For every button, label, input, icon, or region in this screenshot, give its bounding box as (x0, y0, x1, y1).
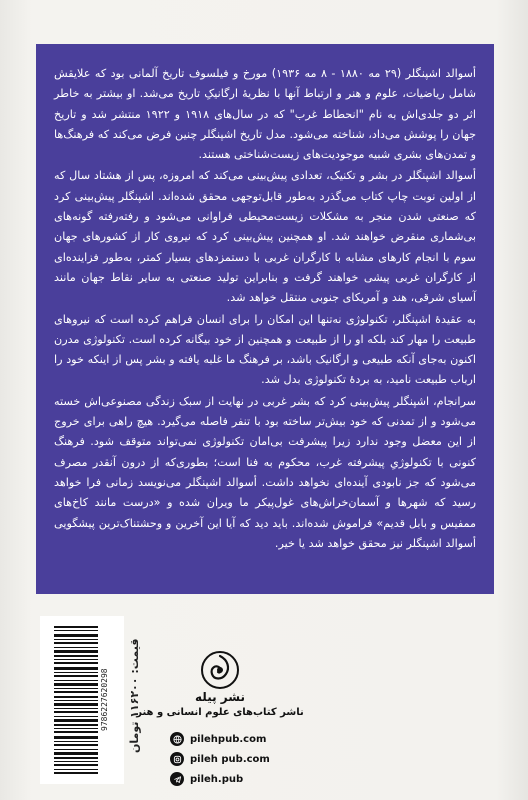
website-link[interactable] (170, 730, 310, 748)
publisher-name: نشر پیله (195, 690, 245, 704)
telegram-icon (170, 772, 184, 786)
telegram-link[interactable] (170, 770, 310, 788)
blurb-paragraph-1: أسوالد اشپنگلر (۲۹ مه ۱۸۸۰ - ۸ مه ۱۹۳۶) مورخ و فیلسوف تاریخ آلمانی بود که علایقش شامل ریاضیات، علوم و هنر و ارتباط آنها با نظریهٔ ارگانیکِ تاریخ می‌شد. او بیشتر به خاطر اثر دو جلدی‌اش به نام "انحطاط غرب" که در سال‌های ۱۹۱۸ و ۱۹۲۲ منتشر شد و تاریخ جهان را پوشش می‌داد، شناخته می‌شود. مدل تاریخ اشپنگلر چنین فرض می‌کند که فرهنگ‌ها و تمدن‌های بشری شبیه موجودیت‌های زیست‌شناختی هستند. (54, 67, 477, 162)
publisher-tagline: ناشر کتاب‌های علوم انسانی و هنر (136, 707, 304, 718)
website-text: pilehpub.com (190, 733, 267, 745)
barcode-icon (54, 626, 98, 774)
instagram-icon (170, 752, 184, 766)
price-label: قیمت: (128, 638, 141, 674)
instagram-link[interactable] (170, 750, 310, 768)
blurb-paragraph-3: به عقیدهٔ اشپنگلر، تکنولوژی نه‌تنها این امکان را برای انسان فراهم کرده است که نیروهای طبیعت را مهار کند بلکه او را از طبیعت و همچنین از خود بیگانه کرده است. تکنولوژی مدرن اکنون به‌جای آنکه طبیعی و ارگانیک باشد، بر فرهنگ ما غلبه یافته و بشر پس از اینکه خود را ارباب طبیعت نامید، به بردهٔ تکنولوژی بدل شد. (54, 312, 476, 387)
blurb-paragraph-2: أسوالد اشپنگلر در بشر و تکنیک، تعدادی پیش‌بینی می‌کند که امروزه، پس از هشتاد سال که از اولین نوبت چاپ کتاب می‌گذرد به‌طور قابل‌توجهی محقق شده‌اند. اشپنگلر پیش‌بینی کرد که صنعتی شدن منجر به مشکلات زیست‌محیطی فراوانی می‌شود و رفته‌رفته گونه‌های بی‌شماری منقرض خواهند شد. او همچنین پیش‌بینی کرد که نیروی کار از کشورهای جهان سوم با انجام کارهای مشابه با کارگران غربی با دستمزدهای بسیار کمتر، به‌طور فزاینده‌ای از کارگران غربی پیشی خواهند گرفت و بنابراین تولید صنعتی به سایر نقاط جهان مانند آسیای شرقی، هند و آمریکای جنوبی منتقل خواهد شد. (54, 169, 476, 305)
instagram-text: pileh pub.com (190, 753, 270, 765)
telegram-text: pileh.pub (190, 773, 244, 785)
globe-icon (170, 732, 184, 746)
blurb-paragraph-4: سرانجام، اشپنگلر پیش‌بینی کرد که بشر غربی در نهایت از سبک زندگی مصنوعی‌اش خسته می‌شود و از تمدنی که خود بیش‌تر ساخته بود با تنفر فاصله می‌گیرد. هیچ راهی برای خروج از این معضل وجود ندارد زیرا پیشرفت بی‌امان تکنولوژی نمی‌تواند متوقف شود. فرهنگ کنونی با تکنولوژیِ پیشرفته غرب، محکوم به فنا است؛ بطوری‌که از درون آنقدر مصرف می‌شود که جز نابودی آینده‌ای نخواهد داشت. أسوالد اشپنگلر می‌نویسد زمانی فرا خواهد رسید که شهرها و آسمان‌خراش‌های غول‌پیکر ما ویران شده و «درست مانند کاخ‌های ممفیس و بابل قدیم» فراموش شده‌اند. باید دید که آیا این آخرین و وحشتناک‌ترین پیشگویی أسوالد اشپنگلر نیز محقق خواهد شد یا خیر. (54, 394, 476, 550)
barcode-block (40, 616, 124, 784)
publisher-logo-icon (200, 650, 240, 690)
price-value: ۱۱۶۲۰۰ تومان (128, 677, 141, 754)
cover-footer (0, 594, 528, 800)
blurb-panel (36, 44, 494, 594)
isbn-number: 9786227620298 (100, 668, 109, 732)
